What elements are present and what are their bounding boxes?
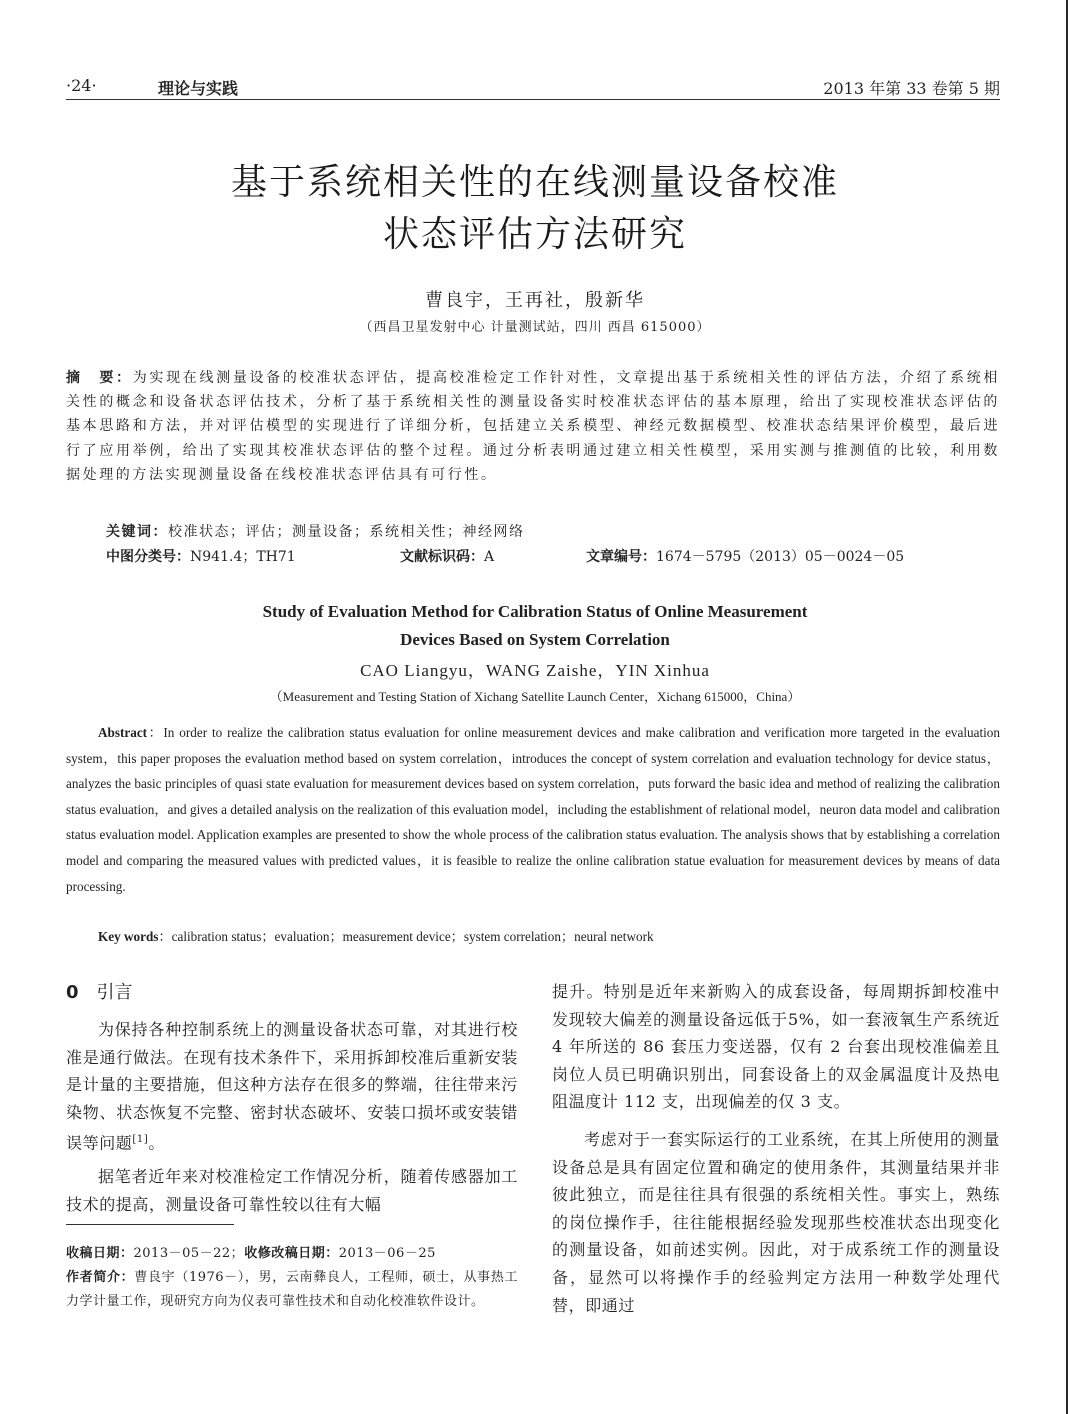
right-column — [552, 978, 1000, 1319]
title-cn-line2: 状态评估方法研究 — [382, 214, 687, 255]
section-title: 引言 — [96, 982, 133, 1003]
keywords-cn-label: 关键词： — [106, 524, 168, 540]
received-value: 2013－05－22； — [133, 1246, 245, 1261]
abstract-cn-text: 为实现在线测量设备的校准状态评估，提高校准检定工作针对性，文章提出基于系统相关性的评估方法，介绍了系统相关性的概念和设备状态评估技术，分析了基于系统相关性的测量设备实时校准状态评估的基本原理，给出了实现校准状态评估的基本思路和方法，并对评估模型的实现进行了详细分析，包括建立关系模型、神经元数据模型、校准状态结果评价模型，最后进行了应用举例，给出了实现其校准状态评估的整个过程。通过分析表明通过建立相关性模型，采用实测与推测值的比较，利用数据处理的方法实现测量设备在线校准状态评估具有可行性。 — [66, 370, 1001, 483]
issue-info: 2013 年第 33 卷第 5 期 — [823, 79, 1000, 98]
bio-label: 作者简介： — [66, 1270, 135, 1285]
keywords-en — [98, 926, 654, 945]
article-number — [586, 546, 904, 566]
abstract-en-label: Abstract — [98, 725, 148, 740]
section-heading — [66, 978, 518, 1004]
abstract-cn-label: 摘 要： — [66, 370, 133, 386]
left-column — [66, 978, 518, 1218]
intro-p1-end: 。 — [148, 1133, 165, 1153]
doc-code — [400, 546, 494, 566]
citation-ref[interactable]: [1] — [132, 1134, 149, 1146]
abstract-cn — [66, 366, 1000, 487]
header-rule — [66, 99, 1000, 100]
article-label: 文章编号： — [586, 549, 656, 565]
keywords-en-text: ：calibration status；evaluation；measurement device；system correlation；neural network — [158, 929, 654, 944]
title-en-line2: Devices Based on System Correlation — [400, 630, 670, 649]
clc-code — [106, 546, 296, 566]
footnote-dates — [66, 1242, 518, 1266]
classification-row — [106, 546, 986, 568]
title-en-line1: Study of Evaluation Method for Calibration Status of Online Measurement — [262, 602, 808, 621]
authors-cn: 曹良宇，王再社，殷新华 — [425, 290, 645, 311]
footnote-author-bio — [66, 1266, 518, 1314]
article-value: 1674－5795（2013）05－0024－05 — [656, 549, 905, 565]
abstract-en-text: ：In order to realize the calibration status evaluation for online measurement devices and make calibration and verification more targeted in the evaluation system，this paper proposes the evaluation method based on system correlation，introduces the concept of system correlation and evaluation technology for device status，analyzes the basic principles of quasi state evaluation for measurement devices based on system correlation，puts forward the basic idea and method of realizing the calibration status evaluation，and gives a detailed analysis on the realization of this evaluation model，including the establishment of relational model，neuron data model and calibration status evaluation model. Application examples are presented to show the whole process of the calibration status evaluation. The analysis shows that by establishing a correlation model and comparing the measured values with predicted values，it is feasible to realize the online calibration statue evaluation for measurement devices by means of data processing. — [66, 725, 1000, 894]
footnote-rule — [66, 1224, 234, 1225]
keywords-en-label: Key words — [98, 929, 159, 944]
affiliation-en: （Measurement and Testing Station of Xichang Satellite Launch Center，Xichang 615000，China） — [269, 689, 801, 704]
clc-label: 中图分类号： — [106, 549, 190, 565]
intro-paragraph-1 — [66, 1016, 518, 1157]
section-number: 0 — [66, 982, 79, 1003]
clc-value: N941.4；TH71 — [190, 549, 296, 565]
revised-label: 收修改稿日期： — [244, 1246, 339, 1261]
right-paragraph-1: 提升。特别是近年来新购入的成套设备，每周期拆卸校准中发现较大偏差的测量设备远低于5%，如一套液氧生产系统近 4 年所送的 86 套压力变送器，仅有 2 台套出现校准偏差且岗位人员已明确识别出，同套设备上的双金属温度计及热电阻温度计 112 支，出现偏差的仅 3 支。 — [552, 982, 1000, 1112]
title-cn-line1: 基于系统相关性的在线测量设备校准 — [230, 162, 839, 203]
keywords-cn — [106, 521, 525, 541]
revised-value: 2013－06－25 — [338, 1246, 436, 1261]
right-paragraph-2: 考虑对于一套实际运行的工业系统，在其上所使用的测量设备总是具有固定位置和确定的使用条件，其测量结果并非彼此独立，而是往往具有很强的系统相关性。事实上，熟练的岗位操作手，往往能根据经验发现那些校准状态出现变化的测量设备，如前述实例。因此，对于成系统工作的测量设备，显然可以将操作手的经验判定方法用一种数学处理代替，即通过 — [552, 1129, 1000, 1315]
running-head — [66, 76, 1000, 98]
doc-value: A — [484, 549, 495, 565]
column-name: 理论与实践 — [158, 79, 239, 98]
abstract-en — [66, 720, 1000, 899]
affiliation-cn: （西昌卫星发射中心 计量测试站，四川 西昌 615000） — [359, 320, 711, 335]
received-label: 收稿日期： — [66, 1246, 134, 1261]
page-number: ·24· — [66, 76, 97, 95]
bio-text: 曹良宇（1976－），男，云南彝良人，工程师，硕士，从事热工力学计量工作，现研究方向为仪表可靠性技术和自动化校准软件设计。 — [66, 1270, 518, 1309]
intro-p1-text: 为保持各种控制系统上的测量设备状态可靠，对其进行校准是通行做法。在现有技术条件下，采用拆卸校准后重新安装是计量的主要措施，但这种方法存在很多的弊端，往往带来污染物、状态恢复不完整、密封状态破坏、安装口损坏或安装错误等问题 — [66, 1020, 518, 1153]
intro-paragraph-2: 据笔者近年来对校准检定工作情况分析，随着传感器加工技术的提高，测量设备可靠性较以往有大幅 — [66, 1167, 518, 1214]
keywords-cn-text: 校准状态；评估；测量设备；系统相关性；神经网络 — [168, 524, 525, 540]
authors-en: CAO Liangyu，WANG Zaishe，YIN Xinhua — [360, 661, 710, 680]
doc-label: 文献标识码： — [400, 549, 484, 565]
